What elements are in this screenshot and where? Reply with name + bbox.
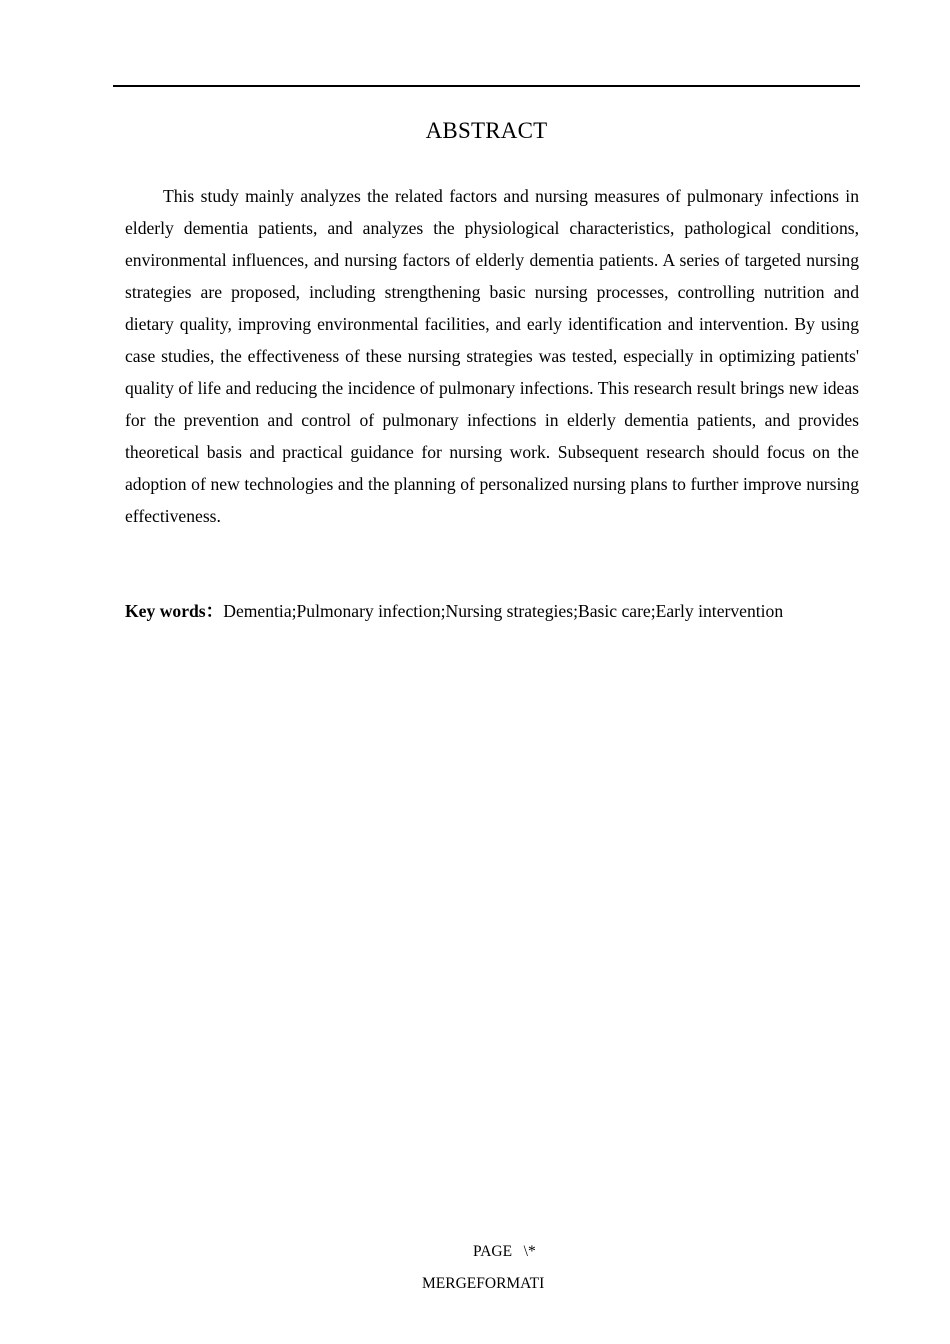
keywords-label: Key words：: [125, 601, 224, 621]
footer-page-field: PAGE \*: [473, 1243, 536, 1260]
footer-mergeformat-field: MERGEFORMATI: [422, 1275, 545, 1292]
keywords-line: [125, 595, 885, 627]
abstract-title: ABSTRACT: [425, 118, 548, 143]
abstract-body: This study mainly analyzes the related factors and nursing measures of pulmonary infections in elderly dementia patients, and analyzes the physiological characteristics, pathological conditions, environmental influences, and nursing factors of elderly dementia patients. A series of targeted nursing strategies are proposed, including strengthening basic nursing processes, controlling nutrition and dietary quality, improving environmental facilities, and early identification and intervention. By using case studies, the effectiveness of these nursing strategies was tested, especially in optimizing patients' quality of life and reducing the incidence of pulmonary infections. This research result brings new ideas for the prevention and control of pulmonary infections in elderly dementia patients, and provides theoretical basis and practical guidance for nursing work. Subsequent research should focus on the adoption of new technologies and the planning of personalized nursing plans to further improve nursing effectiveness.: [125, 186, 859, 526]
header-rule: [113, 85, 860, 87]
keywords-value: Dementia;Pulmonary infection;Nursing strategies;Basic care;Early intervention: [223, 601, 784, 621]
